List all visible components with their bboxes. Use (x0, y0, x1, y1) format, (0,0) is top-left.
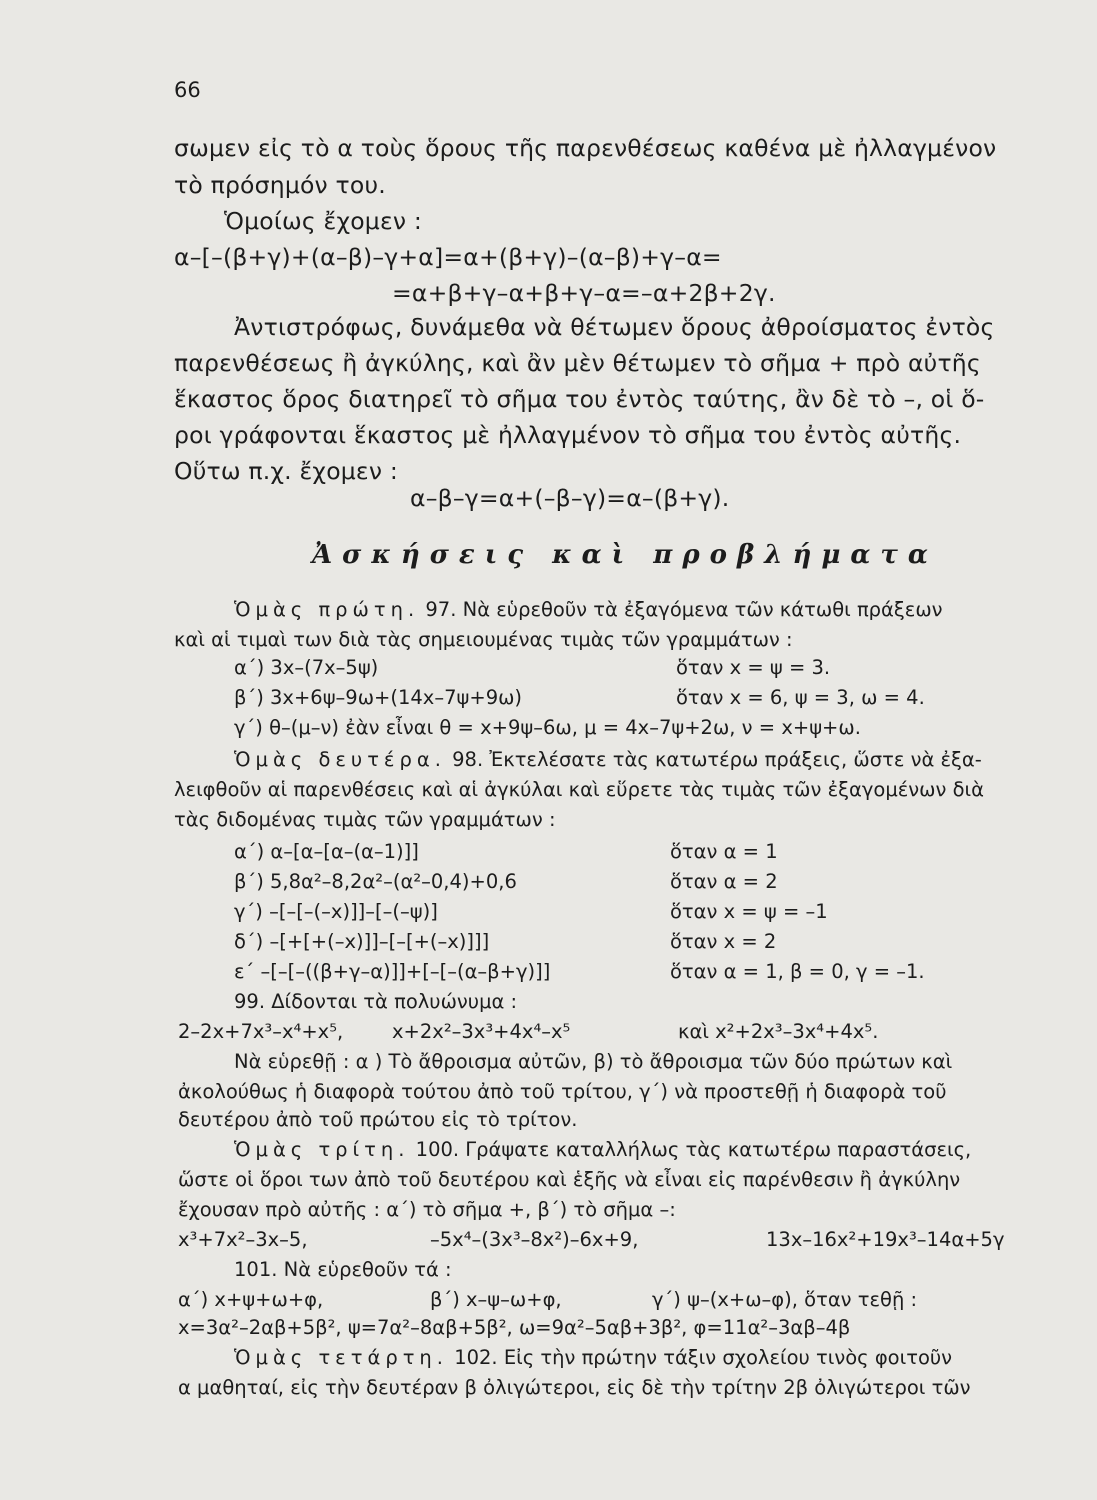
exercise-97-b-condition: ὅταν x = 6, ψ = 3, ω = 4. (676, 686, 925, 709)
exercise-97-a-expression: α΄) 3x–(7x–5ψ) (234, 656, 379, 679)
exercise-98-line-3: τὰς διδομένας τιμὰς τῶν γραμμάτων : (174, 808, 556, 831)
exercise-98-b-condition: ὅταν α = 2 (670, 870, 778, 893)
exercise-102-intro (234, 1346, 952, 1369)
exercise-98-a-condition: ὅταν α = 1 (670, 840, 778, 863)
equation-2: =α+β+γ–α+β+γ–α=–α+2β+2γ. (392, 279, 776, 307)
page-number: 66 (174, 78, 201, 102)
exercise-98-e-condition: ὅταν α = 1, β = 0, γ = –1. (670, 960, 925, 983)
exercise-100-line-2: ὥστε οἱ ὅροι των ἀπὸ τοῦ δευτέρου καὶ ἑξῆς νὰ εἶναι εἰς παρένθεσιν ἢ ἀγκύλην (178, 1168, 961, 1191)
group-heading: Ὁμὰς πρώτη. (234, 598, 420, 621)
group-heading: Ὁμὰς τρίτη. (234, 1138, 410, 1161)
exercise-98-c-expression: γ΄) –[–[–(–x)]]–[–(–ψ)] (234, 900, 438, 923)
exercise-102-line-2: α μαθηταί, εἰς τὴν δευτέραν β ὀλιγώτεροι, εἰς δὲ τὴν τρίτην 2β ὀλιγώτεροι τῶν (178, 1376, 971, 1399)
intro-line-2: τὸ πρόσημόν του. (174, 171, 386, 199)
exercise-text: 100. Γράψατε καταλλήλως τὰς κατωτέρω παραστάσεις, (415, 1138, 972, 1161)
exercise-97-b-expression: β΄) 3x+6ψ–9ω+(14x–7ψ+9ω) (234, 686, 523, 709)
expression-100-3: 13x–16x²+19x³–14α+5γ (766, 1228, 1005, 1251)
polynomial-1: 2–2x+7x³–x⁴+x⁵, (178, 1020, 344, 1043)
paragraph-line-2: παρενθέσεως ἢ ἀγκύλης, καὶ ἂν μὲν θέτωμεν τὸ σῆμα + πρὸ αὐτῆς (174, 349, 981, 377)
exercise-98-intro (234, 748, 982, 771)
paragraph-line-5: Οὕτω π.χ. ἔχομεν : (174, 457, 398, 485)
exercise-100-intro (234, 1138, 971, 1161)
exercise-101-values: x=3α²–2αβ+5β², ψ=7α²–8αβ+5β², ω=9α²–5αβ+3β², φ=11α²–3αβ–4β (178, 1316, 851, 1339)
exercise-98-b-expression: β΄) 5,8α²–8,2α²–(α²–0,4)+0,6 (234, 870, 517, 893)
exercise-101-a: α΄) x+ψ+ω+φ, (178, 1288, 324, 1311)
exercise-97-intro (234, 598, 943, 621)
intro-line-3: Ὁμοίως ἔχομεν : (224, 207, 422, 235)
exercise-text: 102. Εἰς τὴν πρώτην τάξιν σχολείου τινὸς φοιτοῦν (454, 1346, 953, 1369)
exercise-98-c-condition: ὅταν x = ψ = –1 (670, 900, 828, 923)
exercise-97-c: γ΄) θ–(μ–ν) ἐὰν εἶναι θ = x+9ψ–6ω, μ = 4x–7ψ+2ω, ν = x+ψ+ω. (234, 716, 861, 739)
exercise-98-d-condition: ὅταν x = 2 (670, 930, 777, 953)
paragraph-line-3: ἕκαστος ὅρος διατηρεῖ τὸ σῆμα του ἐντὸς ταύτης, ἂν δὲ τὸ –, οἱ ὅ- (174, 385, 985, 413)
exercise-99-intro: 99. Δίδονται τὰ πολυώνυμα : (234, 990, 518, 1013)
exercise-text: 97. Νὰ εὑρεθοῦν τὰ ἐξαγόμενα τῶν κάτωθι πράξεων (425, 598, 943, 621)
exercise-97-line-2: καὶ αἱ τιμαὶ των διὰ τὰς σημειουμένας τιμὰς τῶν γραμμάτων : (174, 628, 793, 651)
group-heading: Ὁμὰς δευτέρα. (234, 748, 446, 771)
polynomial-2: x+2x²–3x³+4x⁴–x⁵ (392, 1020, 571, 1043)
paragraph-line-4: ροι γράφονται ἕκαστος μὲ ἠλλαγμένον τὸ σῆμα του ἐντὸς αὐτῆς. (174, 421, 962, 449)
exercise-99-find-2: ἀκολούθως ἡ διαφορὰ τούτου ἀπὸ τοῦ τρίτου, γ΄) νὰ προστεθῇ ἡ διαφορὰ τοῦ (178, 1080, 947, 1103)
equation-1: α–[–(β+γ)+(α–β)–γ+α]=α+(β+γ)–(α–β)+γ–α= (174, 243, 722, 271)
expression-100-2: –5x⁴–(3x³–8x²)–6x+9, (430, 1228, 639, 1251)
exercise-text: 98. Ἐκτελέσατε τὰς κατωτέρω πράξεις, ὥστε νὰ ἐξα- (452, 748, 982, 771)
group-heading: Ὁμὰς τετάρτη. (234, 1346, 448, 1369)
exercise-101-b: β΄) x–ψ–ω+φ, (430, 1288, 562, 1311)
exercise-98-a-expression: α΄) α–[α–[α–(α–1)]] (234, 840, 419, 863)
exercise-98-e-expression: ε΄ –[–[–((β+γ–α)]]+[–[–(α–β+γ)]] (234, 960, 551, 983)
equation-3: α–β–γ=α+(–β–γ)=α–(β+γ). (410, 484, 730, 512)
expression-100-1: x³+7x²–3x–5, (178, 1228, 308, 1251)
exercise-98-d-expression: δ΄) –[+[+(–x)]]–[–[+(–x)]]] (234, 930, 490, 953)
polynomial-3: καὶ x²+2x³–3x⁴+4x⁵. (678, 1020, 879, 1043)
intro-line-1: σωμεν εἰς τὸ α τοὺς ὅρους τῆς παρενθέσεως καθένα μὲ ἠλλαγμένον (174, 134, 997, 162)
section-title: Ἀσκήσεις καὶ προβλήματα (312, 540, 938, 570)
exercise-101-intro: 101. Νὰ εὑρεθοῦν τά : (234, 1258, 452, 1281)
exercise-98-line-2: λειφθοῦν αἱ παρενθέσεις καὶ αἱ ἀγκύλαι καὶ εὕρετε τὰς τιμὰς τῶν ἐξαγομένων διὰ (174, 778, 984, 801)
exercise-99-find-3: δευτέρου ἀπὸ τοῦ πρώτου εἰς τὸ τρίτον. (178, 1108, 578, 1131)
paragraph-line-1: Ἀντιστρόφως, δυνάμεθα νὰ θέτωμεν ὅρους ἀθροίσματος ἐντὸς (234, 313, 995, 341)
exercise-97-a-condition: ὅταν x = ψ = 3. (676, 656, 831, 679)
exercise-100-line-3: ἔχουσαν πρὸ αὐτῆς : α΄) τὸ σῆμα +, β΄) τὸ σῆμα –: (178, 1198, 676, 1221)
exercise-99-find-1: Νὰ εὑρεθῇ : α ) Τὸ ἄθροισμα αὐτῶν, β) τὸ ἄθροισμα τῶν δύο πρώτων καὶ (234, 1050, 953, 1073)
exercise-101-c: γ΄) ψ–(x+ω–φ), ὅταν τεθῇ : (652, 1288, 918, 1311)
